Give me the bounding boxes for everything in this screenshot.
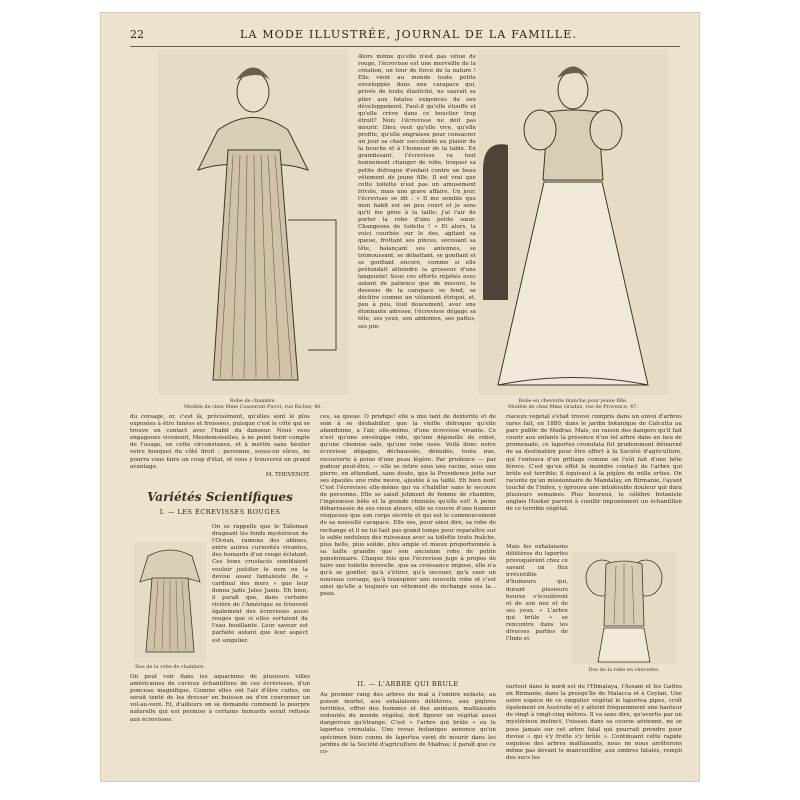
article-column-left-intro: du corsage, or, c'est là, précisément, qu'elles sont le plus exposées à être fanées et froissées, puisque c'est le côté qui se trouve en contact avec l'habit du danseur. Nous vous engageons vivement, Mesdemoiselles, à ne point tenir compte de l'usage, en cette circonstance, et à mettre sans hésiter votre bouquet du côté droit : personne, soyez-en sûres, ne pourra vous faire un coup d'état, et vous y trouverez un grand avantage. xyxy=(130,414,310,470)
robe-cheviotte-illustration xyxy=(478,50,668,395)
section-subtitle-2: II. — L'ARBRE QUI BRULE xyxy=(357,680,459,688)
fig4-caption: Dos de la robe en cheviotte. xyxy=(588,667,660,673)
robe-de-chambre-illustration xyxy=(158,50,348,395)
journal-title: LA MODE ILLUSTRÉE, JOURNAL DE LA FAMILLE. xyxy=(240,28,578,41)
section-title: Variétés Scientifiques xyxy=(147,490,293,504)
section-subtitle-1: I. — LES ÉCREVISSES ROUGES xyxy=(159,508,281,516)
article-column-center-mid: ces, sa queue. Ô prodige! elle a mis tant de dextérité et de soin à se déshabiller, que la vieille défroque qu'elle abandonne, a l'air, elle-même, d'une écrevisse vivante. Ce n'est qu'une enveloppe vide, qu'une dépouille de robot, qu'une chemise sale, qu'une robe usée. Voilà donc notre écrevisse dégagée, déchaussée, dénudée, toute nue, recouverte à peine d'une peau légère. Par prudence — par pudeur peut-être, — elle se retire sous une racine, sous une pierre, en attendant, sans doute, que la Providence jette sur ses épaules une robe neuve, ajustée à sa taille. Eh bien non! C'est l'écrevisse elle-même qui va s'habiller sans le secours de personne. Elle se saisit joliment de femme de chambre, l'ingénieuse bête et la grande chimiste qu'elle est! A peine débarrassée de ses vieux atours, elle se couvre d'une humeur visqueuse que son corps sécrète et qui est le commencement de sa nouvelle carapace. Elle ose, pour ainsi dire, sa robe de rechange et il ne lui faut pas grand temps pour reparaître sur le sable onduleux des ruisseaux avec sa toilette toute fraîche, plus belle, plus solide, plus ample et mieux proportionnée à sa taille grandie que son ancienne robe de petite pensionnaire. Chaque fois que l'écrevisse juge à propos de faire une toilette nouvelle, que sa croissance impose, elle n'a qu'à se gonfler, qu'à s'étirer, qu'à secouer, qu'à suer un nouveau corsage, qu'à transpirer une nouvelle robe et c'est ainsi qu'elle a toujours un vêtement de rechange sous la... peau. xyxy=(320,414,496,598)
article-column-right-top: riaceux végétal s'était trouvé compris dans un envoi d'arbres rares fait, en 1880, dans le jardin botanique de Calcutta au parc public de Madras. Mais, en raison des dangers qu'il fait courir aux enfants la présence d'un tel arbre dans un lieu de promenade, ce laportes crenulata fut prudemment détourné de sa destination pour être offert à la Société d'agriculture, qui l'entoura d'un grillage comme on l'eût fait d'une bête féroce. C'est qu'en effet le moindre contact de l'arbre qui brûle est terrible; il équivaut à la piqûre de mille orties. On raconte qu'un missionnaire de Mandalay, en Birmanie, l'ayant touché de l'index, y éprouva une intolérable douleur qui dura plusieurs semaines. Plus heureux, le célèbre botaniste anglais Hooker parvint à cueillir impunément un échantillon de ce terrible végétal. xyxy=(506,414,682,513)
dos-robe-cheviotte-illustration xyxy=(572,552,676,664)
magazine-page xyxy=(100,12,700,782)
header-rule xyxy=(130,46,680,47)
page-number: 22 xyxy=(130,28,144,41)
fig2-caption-block xyxy=(478,398,668,410)
fig2-caption: Robe en cheviotte blanche pour jeune fille. xyxy=(518,398,628,404)
article-column-center-top: Alors même qu'elle n'est pas vêtue de rouge, l'écrevisse est une merveille de la création, un tour de force de la nature ! Elle vient au monde toute petite enveloppée dans une carapace qui, privée de toute élasticité, ne saurait se plier aux fatales exigences de son développement. Faut-il qu'elle étouffe et qu'elle crève dans ce bouclier trop étroit? Non; l'écrevisse ne doit pas mourir. Dieu veut qu'elle vive, qu'elle profite, qu'elle engraisse pour consacrer un jour sa chair succulente au plaisir de la bouche et à l'honneur de la table. En grandissant, l'écrevisse va tout bonnement changer de robe, troquer sa petite défroque d'enfant contre un beau vêtement de jeune fille. Il est vrai que cette toilette n'est pas un amusement frivole, mais une grave affaire. Un jour, l'écrevisse se dit : « Il me semble que mon habit est un peu court et je sens qu'il me gêne à la taille; j'ai l'air de porter la robe d'une petite sœur. Changeons de toilette ! » Et alors, la voici courbée sur le dos, agitant sa queue, frottant ses pinces, secouant sa tête, balançant ses antennes, se trémoussant, se débattant, se gonflant et se gonflant encore, comme si elle prétendait atteindre la grosseur d'une langouste! Sous ces efforts répétés avec autant de patience que de mesure, le dessous de la carapace se fend, se déchire comme un vêtement étriqué, et, peu à peu, tout doucement, avec une étonnante adresse, l'écrevisse dégage sa tête, ses yeux, son abdomen, ses pattes, ses pin- xyxy=(358,54,476,330)
article-ecrevisses-part2: On peut voir dans les aquariums de plusieurs villes américaines de curieux échantillons de ces écrevisses, d'un ponceau magnifique. Comme elles ont l'air d'être cuites, on serait tenté de les dresser en buisson ou d'en couronner un vol-au-vent. Et, d'ailleurs on se demande comment la pourpre naturelle qui est permise à certains homards serait refusée aux écrevisses. xyxy=(130,674,310,723)
author-signature: M. THEVENOT. xyxy=(265,472,310,478)
article-ecrevisses-part1: On se rappelle que le Talisman draguant les fonds mystérieux de l'Océan, ramena des abîmes, entre autres curiosités vivantes, des homards d'un rouge éclatant. Ces bons crustacés semblaient vouloir justifier le nom ou la devise assez fantaisiste de « cardinal des mers » que leur donna jadis Jules Janin. Eh bien, il paraît que, dans certaine rivière de l'Amérique se trouvent également des écrevisses aussi rouges que si elles sortaient de l'eau bouillante. Leur saveur est parfaite autant que leur aspect est singulier. xyxy=(212,524,308,644)
article-column-right-bottom: surtout dans le nord est de l'Himalaya, l'Assam et les Gattes en Birmanie, dans la presqu'île de Malacca et à Ceylan. Une autre espèce de ce singulier végétal le laportea pipes, croît également en Australie et y atteint fréquemment une hauteur de vingt à vingt-cinq mètres. Il va sans dire, qu'avertis par un mystérieux instinct, l'oiseau dans sa course aérienne, ne se pose jamais sur cet arbre fatal qui pourrait prendre pour devise « qui s'y frotte s'y brûle ». Continuant cette rapide esquisse des arbres malfaisants, nous ne nous arrêterons même pas devant le mancenillier, aux ombres fatales, rempli des sucs les xyxy=(506,684,682,761)
article-column-right-narrow: Mais les exhalaisons délétères du laportes provoquèrent chez ce savant un flux irrésistible d'humeurs qui, durant plusieurs heures s'écoulèrent et de son nez et de ses yeux. « L'arbre qui brûle » se rencontre dans les diverses parties de l'Inde et xyxy=(506,544,568,643)
article-arbre-intro: Au premier rang des arbres du mal à l'ombre néfaste, au poison mortel, aux exhalaisons délétères, aux piqûres terribles, effroi des hommes et des animaux, malfaisants redoutés du monde végétal, doit figurer un végétal aussi dangereux qu'étrange. C'est « l'arbre qui brûle » ou le laportea crenulata. Une revue botanique annonce qu'un spécimen bien connu de laportea vient de mourir dans les jardins de la Société d'agriculture de Madras; il paraît que ce co- xyxy=(320,692,496,755)
fig1-credit: Modèle de chez Mme Cosseront-Puvot, rue Richer, 40. xyxy=(183,404,323,410)
dos-robe-de-chambre-illustration xyxy=(134,542,206,662)
fig1-caption: Robe de chambre. xyxy=(229,398,277,404)
fig3-caption: Dos de la robe de chambre. xyxy=(135,664,205,670)
fig1-caption-block xyxy=(158,398,348,410)
fig2-credit: Modèle de chez Mme Gradus, rue de Provence, 47. xyxy=(508,404,638,410)
